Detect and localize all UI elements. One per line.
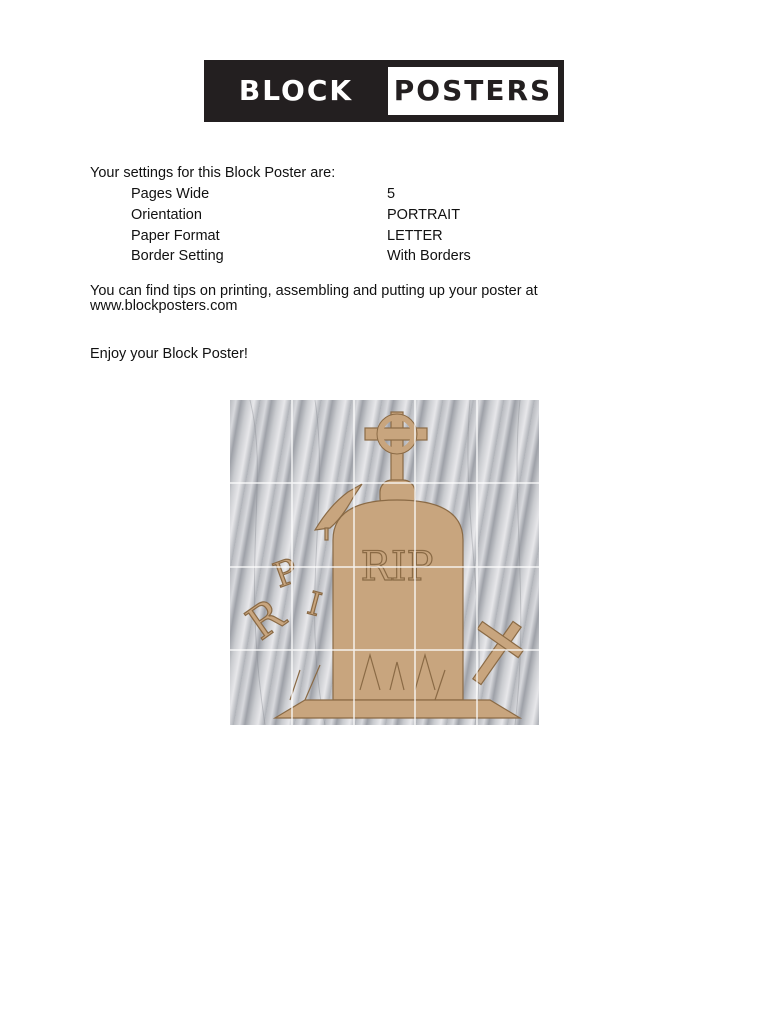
letter-r: R <box>237 589 294 651</box>
block-posters-logo <box>204 60 564 122</box>
page-grid-overlay <box>230 400 539 725</box>
setting-label-paper-format: Paper Format <box>131 228 220 244</box>
setting-value-paper-format: LETTER <box>387 228 443 244</box>
letter-i: I <box>303 583 326 624</box>
setting-value-border-setting: With Borders <box>387 248 471 264</box>
setting-value-orientation: PORTRAIT <box>387 207 461 223</box>
letter-p: P <box>268 550 304 597</box>
tips-text: You can find tips on printing, assembling and putting up your poster at www.blockposters.com <box>90 283 538 314</box>
setting-label-border-setting: Border Setting <box>131 248 224 264</box>
setting-label-pages-wide: Pages Wide <box>131 186 210 202</box>
rip-engraving: RIP <box>360 544 434 590</box>
setting-value-pages-wide: 5 <box>387 186 396 202</box>
logo-block-text: BLOCK <box>238 74 354 107</box>
poster-preview-image <box>230 400 539 725</box>
settings-intro: Your settings for this Block Poster are: <box>90 165 336 181</box>
logo-posters-text: POSTERS <box>388 67 558 115</box>
enjoy-text: Enjoy your Block Poster! <box>90 346 248 362</box>
setting-label-orientation: Orientation <box>131 207 202 223</box>
